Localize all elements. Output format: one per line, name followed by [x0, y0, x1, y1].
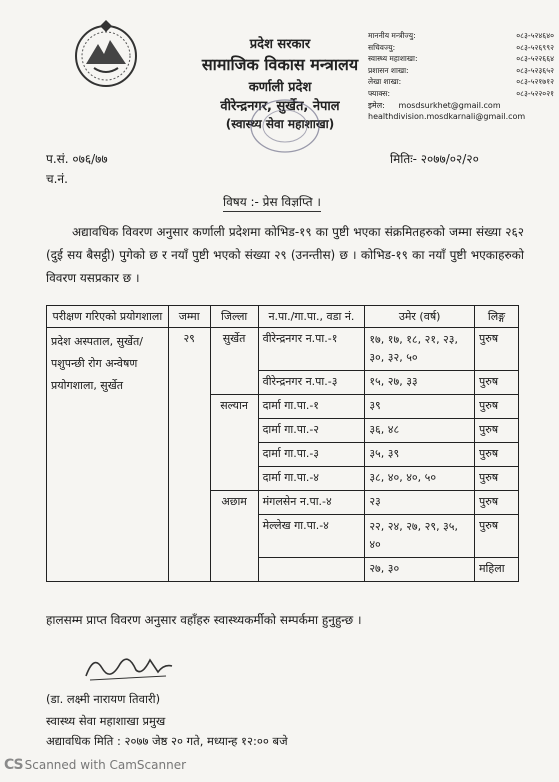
signature-icon: [80, 646, 176, 686]
table-row: [47, 328, 519, 371]
total-cell: २९: [168, 328, 210, 582]
sex-cell: पुरुष: [474, 395, 518, 419]
municipality-cell: मंगलसेन न.पा.-४: [258, 491, 365, 515]
contact-value: ०८३-५२२०२१: [516, 88, 554, 98]
contact-label: स्वास्थ्य महाशाखा:: [368, 54, 418, 64]
district-cell: अछाम: [210, 491, 258, 582]
ages-cell: २७, ३०: [365, 558, 475, 582]
municipality-cell: दार्मा गा.पा.-४: [258, 467, 365, 491]
cases-table: [46, 305, 519, 582]
contact-row: [368, 88, 554, 100]
contact-label: सचिवज्यु:: [368, 42, 396, 52]
ages-cell: २३: [365, 491, 475, 515]
municipality-cell: [258, 558, 365, 582]
update-timestamp: अद्यावधिक मिति : २०७७ जेष्ठ २० गते, मध्यान्ह १२:०० बजे: [46, 734, 288, 748]
contact-value: ०८३-५२६९९२: [516, 42, 554, 52]
signatory-name: (डा. लक्ष्मी नारायण तिवारी): [46, 692, 161, 706]
contact-row: [368, 53, 554, 65]
contact-label: लेखा शाखा:: [368, 77, 402, 87]
email-row: [368, 111, 554, 123]
email-primary[interactable]: mosdsurkhet@gmail.com: [398, 100, 501, 110]
dispatch-number: च.नं.: [46, 172, 68, 186]
subject-line: विषय :- प्रेस विज्ञप्ति ।: [223, 193, 321, 212]
signatory-title: स्वास्थ्य सेवा महाशाखा प्रमुख: [46, 714, 166, 728]
contact-label: प्रशासन शाखा:: [368, 65, 409, 75]
col-header-district: जिल्ला: [210, 306, 258, 328]
contact-row: [368, 42, 554, 54]
scanner-text: Scanned with CamScanner: [24, 758, 187, 772]
sex-cell: पुरुष: [474, 371, 518, 395]
scanner-watermark: [4, 757, 186, 773]
email-label: इमेल:: [368, 100, 385, 110]
municipality-cell: वीरेन्द्रनगर न.पा.-१: [258, 328, 365, 371]
municipality-cell: दार्मा गा.पा.-३: [258, 443, 365, 467]
letter-date: मितिः- २०७७/०२/२०: [390, 152, 479, 166]
contact-value: ०८३-५२३६५२: [516, 65, 554, 75]
contact-row: [368, 65, 554, 77]
sex-cell: पुरुष: [474, 328, 518, 371]
contact-row: [368, 76, 554, 88]
ages-cell: ३६, ४८: [365, 419, 475, 443]
contact-label: फ्याक्स:: [368, 88, 390, 98]
ages-cell: २२, २४, २७, २९, ३५, ४०: [365, 515, 475, 558]
col-header-total: जम्मा: [168, 306, 210, 328]
footer-note: हालसम्म प्राप्त विवरण अनुसार वहाँहरु स्वास्थ्यकर्मीको सम्पर्कमा हुनुहुन्छ ।: [46, 613, 362, 627]
col-header-lab: परीक्षण गरिएको प्रयोगशाला: [47, 306, 169, 328]
col-header-municipality: न.पा./गा.पा., वडा नं.: [258, 306, 365, 328]
col-header-age: उमेर (वर्ष): [365, 306, 475, 328]
sex-cell: पुरुष: [474, 419, 518, 443]
body-paragraph: अद्यावधिक विवरण अनुसार कर्णाली प्रदेशमा कोभिड-१९ का पुष्टी भएका संक्रमितहरुको जम्मा संख्या २६२ (दुई सय बैसट्ठी) पुगेको छ र नयाँ पुष्टी भएको संख्या २९ (उनन्तीस) छ । कोभिड-१९ का नयाँ पुष्टी भएकाहरुको विवरण यसप्रकार छ ।: [46, 225, 524, 285]
header-division: (स्वास्थ्य सेवा महाशाखा): [225, 117, 335, 131]
ages-cell: ३८, ४०, ४०, ५०: [365, 467, 475, 491]
contact-value: ०८३-५२२६६४: [516, 54, 554, 64]
col-header-sex: लिङ्ग: [474, 306, 518, 328]
contact-value: ०८३-५२१७१२: [516, 77, 554, 87]
contact-label: माननीय मन्त्रीज्यु:: [368, 31, 416, 40]
lab-cell: प्रदेश अस्पताल, सुर्खेत/ पशुपन्छी रोग अन्वेषण प्रयोगशाला, सुर्खेत: [47, 328, 169, 582]
district-cell: सल्यान: [210, 395, 258, 491]
ages-cell: ३५, ३९: [365, 443, 475, 467]
table-header-row: [47, 306, 519, 328]
district-cell: सुर्खेत: [210, 328, 258, 395]
ages-cell: ३९: [365, 395, 475, 419]
municipality-cell: वीरेन्द्रनगर न.पा.-३: [258, 371, 365, 395]
email-row: [368, 100, 554, 112]
camscanner-logo-icon: CS: [4, 757, 23, 773]
header-ministry: सामाजिक विकास मन्त्रालय: [201, 55, 359, 74]
nepal-emblem-icon: [70, 18, 142, 90]
reference-number: प.सं. ०७६/७७: [46, 152, 108, 166]
contact-block: [368, 30, 554, 123]
municipality-cell: मेल्लेख गा.पा.-४: [258, 515, 365, 558]
email-secondary[interactable]: healthdivision.mosdkarnali@gmail.com: [368, 112, 526, 122]
municipality-cell: दार्मा गा.पा.-१: [258, 395, 365, 419]
sex-cell: पुरुष: [474, 443, 518, 467]
contact-row: [368, 30, 554, 42]
sex-cell: महिला: [474, 558, 518, 582]
header-line-1: प्रदेश सरकार: [249, 37, 311, 52]
office-stamp-icon: [248, 96, 322, 156]
ages-cell: १७, १७, १८, २१, २३, ३०, ३२, ५०: [365, 328, 475, 371]
sex-cell: पुरुष: [474, 515, 518, 558]
municipality-cell: दार्मा गा.पा.-२: [258, 419, 365, 443]
ages-cell: १५, २७, ३३: [365, 371, 475, 395]
contact-value: ०८३-५२४६४०: [516, 31, 554, 40]
header-province: कर्णाली प्रदेश: [248, 80, 312, 95]
sex-cell: पुरुष: [474, 467, 518, 491]
header-address: वीरेन्द्रनगर, सुर्खेत, नेपाल: [220, 99, 340, 114]
sex-cell: पुरुष: [474, 491, 518, 515]
